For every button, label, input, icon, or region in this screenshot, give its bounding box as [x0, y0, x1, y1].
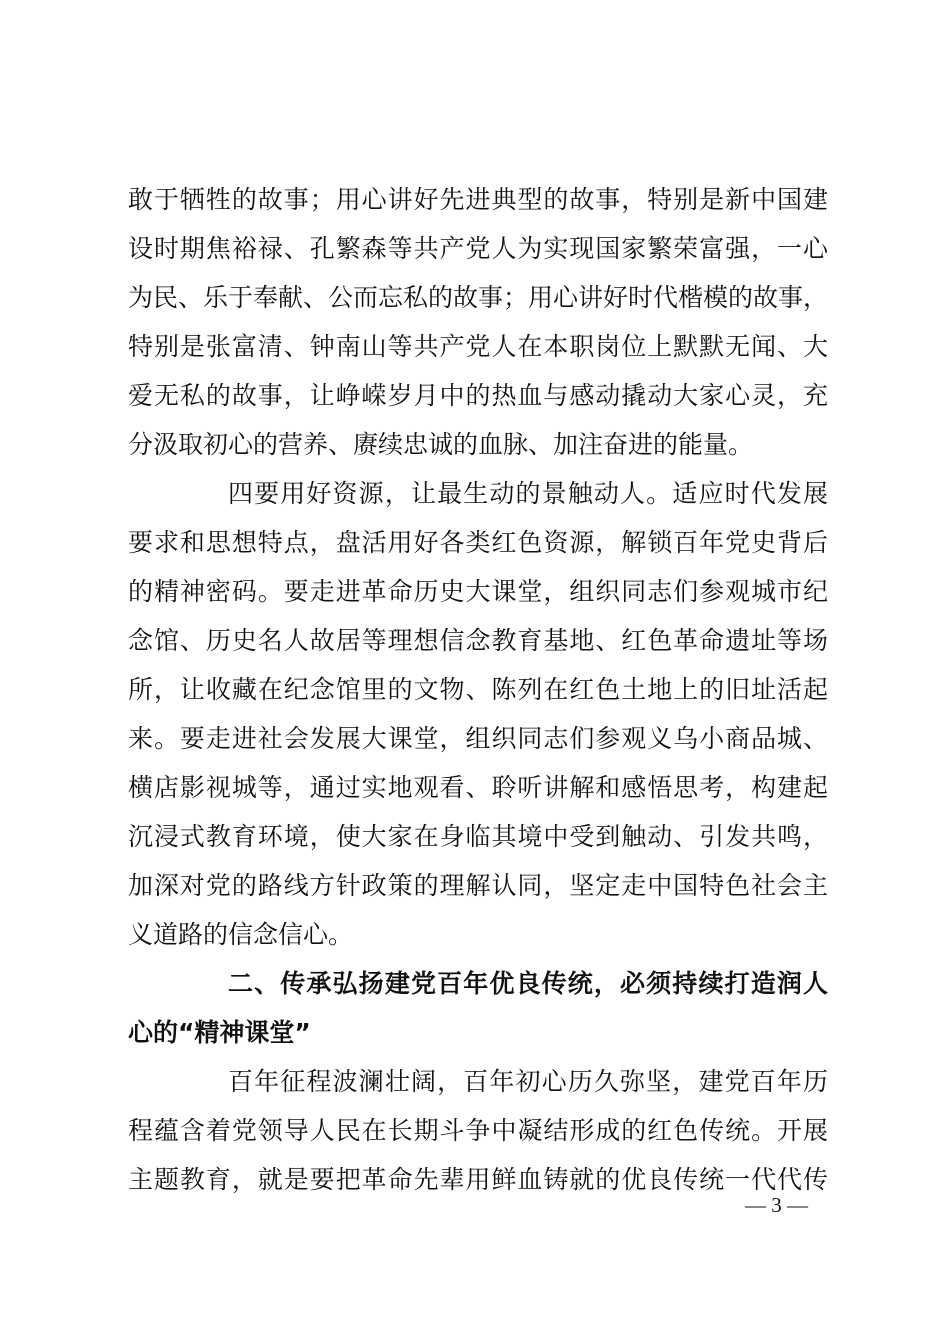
- body-text-line: 敢于牺牲的故事；用心讲好先进典型的故事，特别是新中国建: [128, 185, 828, 214]
- body-text-line: 沉浸式教育环境，使大家在身临其境中受到触动、引发共鸣，: [128, 822, 828, 851]
- section-heading: 二、传承弘扬建党百年优良传统，必须持续打造润人: [228, 969, 828, 998]
- body-text-line: 爱无私的故事，让峥嵘岁月中的热血与感动撬动大家心灵，充: [128, 381, 828, 410]
- body-text-line: 分汲取初心的营养、赓续忠诚的血脉、加注奋进的能量。: [128, 430, 754, 459]
- body-text-line: 特别是张富清、钟南山等共产党人在本职岗位上默默无闻、大: [128, 332, 828, 361]
- section-heading: 心的“精神课堂”: [128, 1018, 311, 1047]
- body-text-line: 程蕴含着党领导人民在长期斗争中凝结形成的红色传统。开展: [128, 1116, 828, 1145]
- body-text-line: 念馆、历史名人故居等理想信念教育基地、红色革命遗址等场: [128, 626, 828, 655]
- body-text-line: 设时期焦裕禄、孔繁森等共产党人为实现国家繁荣富强，一心: [128, 234, 828, 263]
- body-text-line: 横店影视城等，通过实地观看、聆听讲解和感悟思考，构建起: [128, 773, 828, 802]
- body-text-line: 来。要走进社会发展大课堂，组织同志们参观义乌小商品城、: [128, 724, 828, 753]
- body-text-line: 义道路的信念信心。: [128, 920, 354, 949]
- body-text-line: 百年征程波澜壮阔，百年初心历久弥坚，建党百年历: [228, 1067, 828, 1096]
- body-text-line: 主题教育，就是要把革命先辈用鲜血铸就的优良传统一代代传: [128, 1165, 828, 1194]
- body-text-line: 所，让收藏在纪念馆里的文物、陈列在红色土地上的旧址活起: [128, 675, 828, 704]
- page-number: — 3 —: [745, 1193, 808, 1217]
- body-text-line: 加深对党的路线方针政策的理解认同，坚定走中国特色社会主: [128, 871, 828, 900]
- body-text-line: 为民、乐于奉献、公而忘私的故事；用心讲好时代楷模的故事，: [128, 283, 829, 312]
- body-text-line: 的精神密码。要走进革命历史大课堂，组织同志们参观城市纪: [128, 577, 828, 606]
- body-text-line: 要求和思想特点，盘活用好各类红色资源，解锁百年党史背后: [128, 528, 828, 557]
- body-text-line: 四要用好资源，让最生动的景触动人。适应时代发展: [228, 479, 828, 508]
